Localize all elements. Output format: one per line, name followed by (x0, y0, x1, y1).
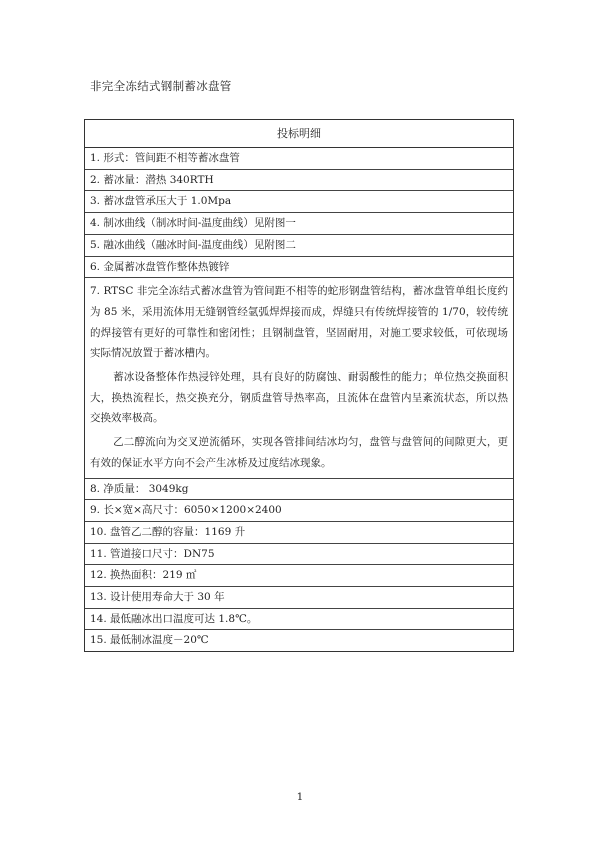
table-row-description (85, 278, 513, 478)
table-row: 15. 最低制冰温度－20℃ (90, 634, 209, 647)
spec-table (84, 119, 514, 652)
table-row: 11. 管道接口尺寸：DN75 (85, 544, 513, 566)
table-row: 12. 换热面积：219 ㎡ (85, 565, 513, 587)
description-paragraph: 乙二醇流向为交叉逆流循环，实现各管排间结冰均匀，盘管与盘管间的间隙更大，更有效的保证水平方向不会产生冰桥及过度结冰现象。 (90, 436, 508, 469)
table-row: 14. 最低融冰出口温度可达 1.8℃。 (85, 609, 513, 631)
table-row: 2. 蓄冰量：潜热 340RTH (85, 170, 513, 192)
description-paragraph: 蓄冰设备整体作热浸锌处理，具有良好的防腐蚀、耐弱酸性的能力；单位热交换面积大，换热流程长，热交换充分，钢质盘管导热率高，且流体在盘管内呈紊流状态，所以热交换效率极高。 (90, 371, 508, 425)
table-row: 5. 融冰曲线（融冰时间-温度曲线）见附图二 (85, 235, 513, 257)
table-row: 9. 长×宽×高尺寸：6050×1200×2400 (85, 500, 513, 522)
table-row: 6. 金属蓄冰盘管作整体热镀锌 (85, 257, 513, 279)
description-paragraph: 7. RTSC 非完全冻结式蓄冰盘管为管间距不相等的蛇形钢盘管结构，蓄冰盘管单组长度约为 85 米，采用流体用无缝钢管经氩弧焊焊接而成，焊缝只有传统焊接管的 1/70，较传统的焊接管有更好的可靠性和密闭性；且钢制盘管，坚固耐用，对施工要求较低，可依现场实际情况放置于蓄冰槽内。 (90, 285, 508, 360)
table-row: 3. 蓄冰盘管承压大于 1.0Mpa (85, 191, 513, 213)
table-row: 4. 制冰曲线（制冰时间-温度曲线）见附图一 (85, 213, 513, 235)
table-row: 10. 盘管乙二醇的容量：1169 升 (85, 522, 513, 544)
table-header: 投标明细 (85, 120, 513, 148)
table-row: 1. 形式：管间距不相等蓄冰盘管 (85, 148, 513, 170)
table-row: 8. 净质量： 3049kg (85, 479, 513, 501)
table-row: 13. 设计使用寿命大于 30 年 (85, 587, 513, 609)
document-title: 非完全冻结式钢制蓄冰盘管 (90, 79, 232, 93)
page-number: 1 (296, 791, 304, 803)
